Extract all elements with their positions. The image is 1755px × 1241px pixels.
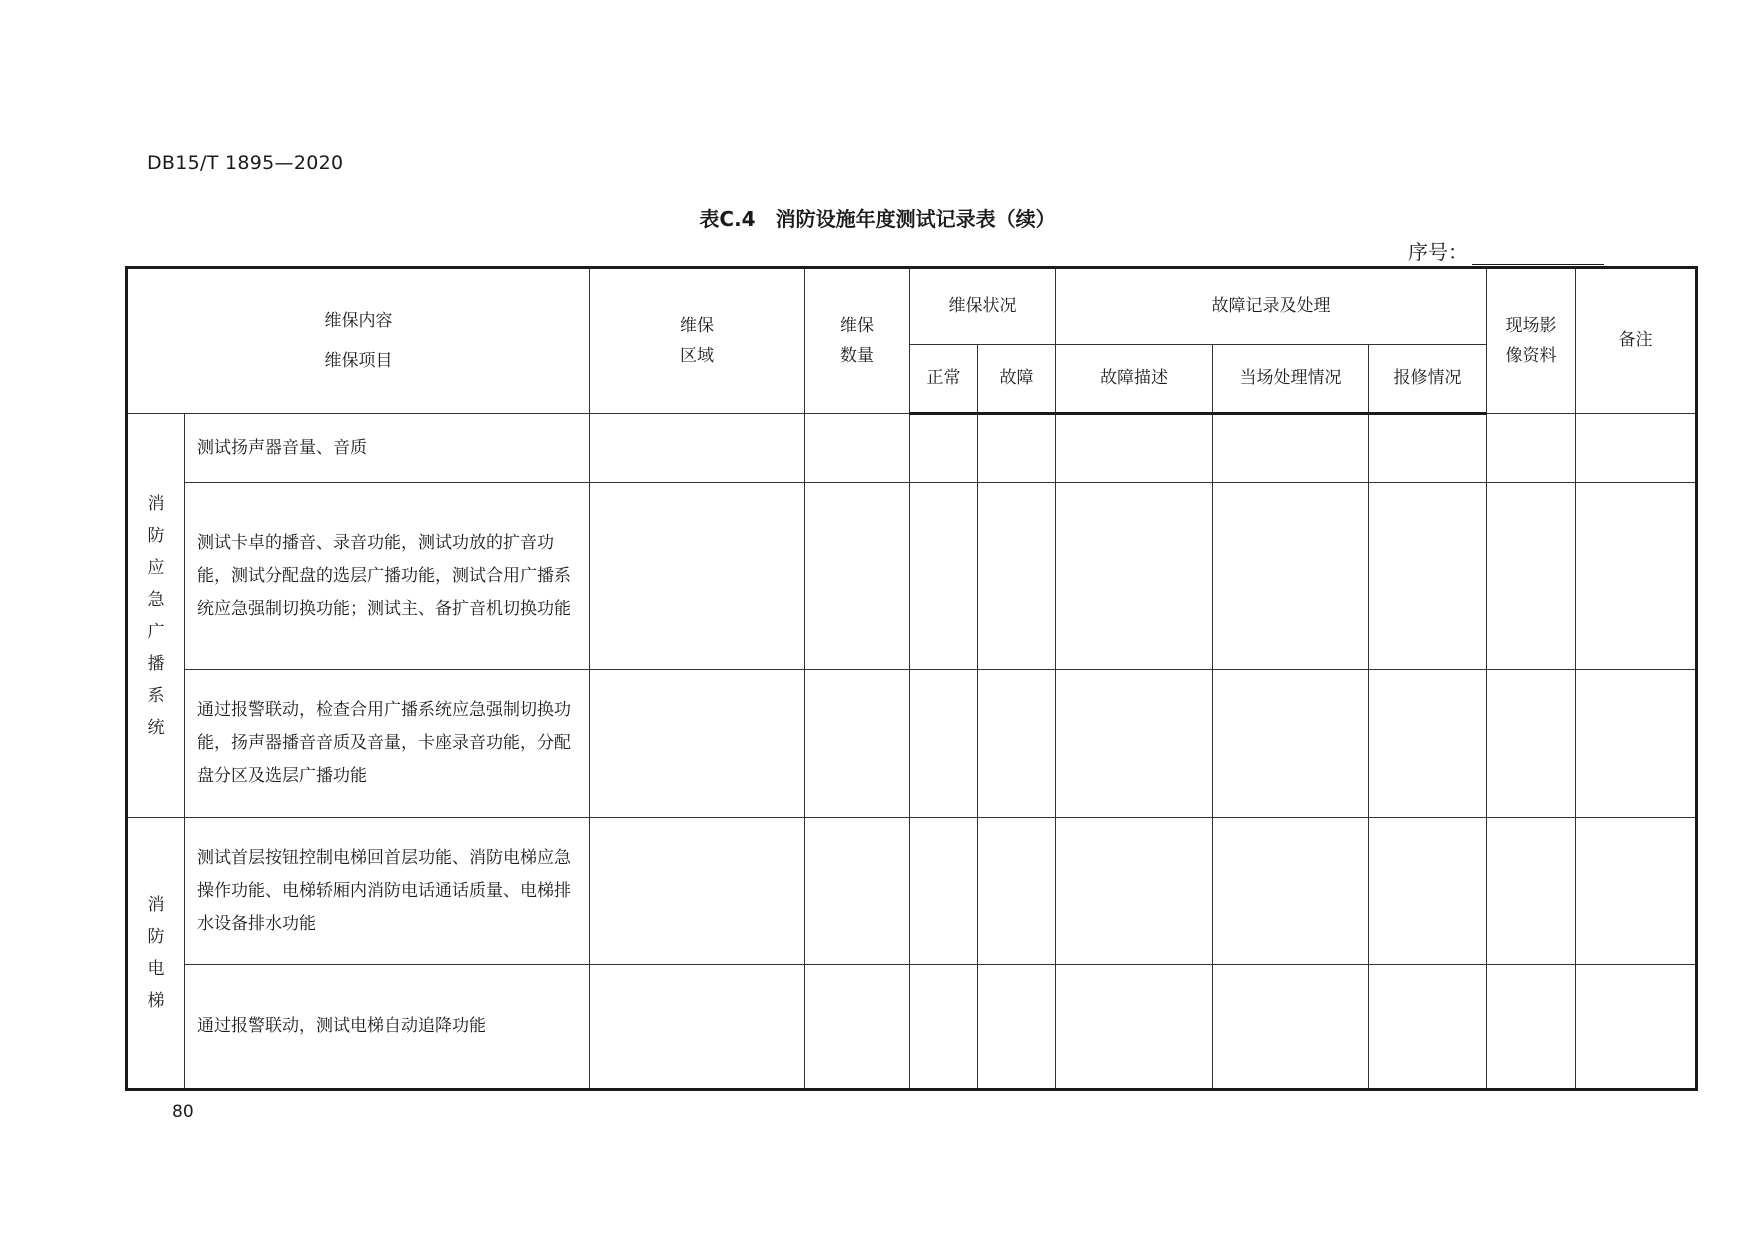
header-quantity-line2: 数量: [840, 346, 874, 366]
header-repair-report: 报修情况: [1369, 345, 1487, 414]
item-cell: 通过报警联动，检查合用广播系统应急强制切换功能，扬声器播音音质及音量，卡座录音功能，分配盘分区及选层广播功能: [185, 670, 590, 818]
repair-cell[interactable]: [1369, 965, 1487, 1090]
area-cell[interactable]: [590, 414, 805, 483]
fault-cell[interactable]: [978, 965, 1056, 1090]
onsite-cell[interactable]: [1213, 670, 1369, 818]
media-cell[interactable]: [1487, 965, 1576, 1090]
remarks-cell[interactable]: [1576, 670, 1697, 818]
header-status-fault: 故障: [978, 345, 1056, 414]
media-cell[interactable]: [1487, 818, 1576, 965]
system-cell: [127, 414, 185, 818]
fault-desc-cell[interactable]: [1056, 670, 1213, 818]
document-id: DB15/T 1895—2020: [147, 152, 344, 174]
remarks-cell[interactable]: [1576, 414, 1697, 483]
table-title: 表C.4 消防设施年度测试记录表（续）: [699, 207, 1056, 231]
header-fault-desc: 故障描述: [1056, 345, 1213, 414]
quantity-cell[interactable]: [805, 414, 910, 483]
area-cell[interactable]: [590, 670, 805, 818]
header-media-line2: 像资料: [1505, 346, 1557, 366]
header-status: 维保状况: [910, 268, 1056, 345]
repair-cell[interactable]: [1369, 414, 1487, 483]
fault-desc-cell[interactable]: [1056, 483, 1213, 670]
header-content-bottom: 维保项目: [324, 351, 393, 371]
quantity-cell[interactable]: [805, 483, 910, 670]
table-row: [127, 414, 1697, 483]
header-status-normal: 正常: [910, 345, 978, 414]
maintenance-record-table: [125, 266, 1698, 1091]
item-cell: 通过报警联动，测试电梯自动追降功能: [185, 965, 590, 1090]
table-row: [127, 670, 1697, 818]
quantity-cell[interactable]: [805, 670, 910, 818]
header-onsite-handling: 当场处理情况: [1213, 345, 1369, 414]
header-area-line1: 维保: [680, 316, 714, 336]
system-cell: [127, 818, 185, 1090]
header-area: [590, 268, 805, 414]
normal-cell[interactable]: [910, 818, 978, 965]
header-media: [1487, 268, 1576, 414]
media-cell[interactable]: [1487, 414, 1576, 483]
fault-cell[interactable]: [978, 414, 1056, 483]
remarks-cell[interactable]: [1576, 818, 1697, 965]
area-cell[interactable]: [590, 818, 805, 965]
table-row: [127, 965, 1697, 1090]
header-quantity: [805, 268, 910, 414]
header-media-line1: 现场影: [1505, 316, 1557, 336]
repair-cell[interactable]: [1369, 670, 1487, 818]
table-row: [127, 818, 1697, 965]
repair-cell[interactable]: [1369, 483, 1487, 670]
normal-cell[interactable]: [910, 483, 978, 670]
header-content-item: [127, 268, 590, 414]
area-cell[interactable]: [590, 483, 805, 670]
fault-cell[interactable]: [978, 483, 1056, 670]
onsite-cell[interactable]: [1213, 965, 1369, 1090]
normal-cell[interactable]: [910, 414, 978, 483]
normal-cell[interactable]: [910, 670, 978, 818]
fault-desc-cell[interactable]: [1056, 818, 1213, 965]
fault-desc-cell[interactable]: [1056, 965, 1213, 1090]
fault-desc-cell[interactable]: [1056, 414, 1213, 483]
onsite-cell[interactable]: [1213, 818, 1369, 965]
quantity-cell[interactable]: [805, 818, 910, 965]
header-area-line2: 区域: [680, 346, 714, 366]
item-cell: 测试首层按钮控制电梯回首层功能、消防电梯应急操作功能、电梯轿厢内消防电话通话质量、电梯排水设备排水功能: [185, 818, 590, 965]
quantity-cell[interactable]: [805, 965, 910, 1090]
remarks-cell[interactable]: [1576, 965, 1697, 1090]
item-cell: 测试扬声器音量、音质: [185, 414, 590, 483]
table-row: [127, 483, 1697, 670]
system-name: 消防应急广播系统: [147, 493, 165, 738]
serial-blank-line: [1472, 242, 1604, 265]
header-fault-group: 故障记录及处理: [1056, 268, 1487, 345]
remarks-cell[interactable]: [1576, 483, 1697, 670]
fault-cell[interactable]: [978, 670, 1056, 818]
item-cell: 测试卡卓的播音、录音功能，测试功放的扩音功能，测试分配盘的选层广播功能，测试合用广播系统应急强制切换功能；测试主、备扩音机切换功能: [185, 483, 590, 670]
header-remarks: 备注: [1576, 268, 1697, 414]
onsite-cell[interactable]: [1213, 414, 1369, 483]
serial-number-field: [1408, 236, 1604, 265]
area-cell[interactable]: [590, 965, 805, 1090]
media-cell[interactable]: [1487, 670, 1576, 818]
fault-cell[interactable]: [978, 818, 1056, 965]
normal-cell[interactable]: [910, 965, 978, 1090]
onsite-cell[interactable]: [1213, 483, 1369, 670]
header-quantity-line1: 维保: [840, 316, 874, 336]
serial-label: 序号：: [1408, 240, 1468, 264]
repair-cell[interactable]: [1369, 818, 1487, 965]
page-number: 80: [172, 1102, 194, 1122]
header-content-top: 维保内容: [324, 311, 393, 331]
media-cell[interactable]: [1487, 483, 1576, 670]
system-name: 消防电梯: [147, 895, 165, 1011]
